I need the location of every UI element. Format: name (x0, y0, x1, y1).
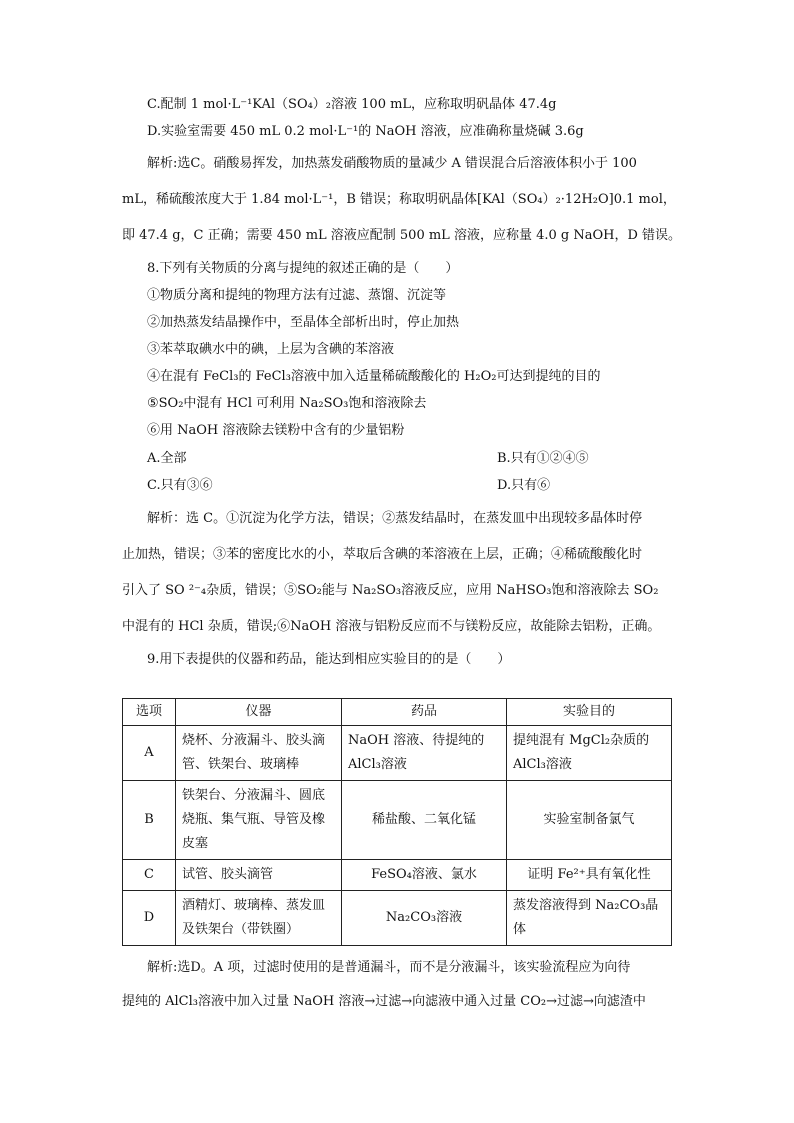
analysis-7-line-3: 即 47.4 g，C 正确；需要 450 mL 溶液应配制 500 mL 溶液，应称量 4.0 g NaOH，D 错误。 (122, 228, 682, 243)
row-instruments: 烧杯、分液漏斗、胶头滴管、铁架台、玻璃棒 (176, 726, 342, 781)
analysis-8-line-2: 止加热，错误；③苯的密度比水的小，萃取后含碘的苯溶液在上层，正确；④稀硫酸酸化时 (122, 547, 643, 562)
option-c-top: C.配制 1 mol·L⁻¹KAl（SO₄）₂溶液 100 mL，应称取明矾晶体 47.4g (147, 97, 557, 112)
analysis-8-line-1: 解析：选 C。①沉淀为化学方法，错误；②蒸发结晶时，在蒸发皿中出现较多晶体时停 (147, 511, 643, 526)
row-option: C (123, 860, 176, 891)
row-instruments: 铁架台、分液漏斗、圆底烧瓶、集气瓶、导管及橡皮塞 (176, 781, 342, 860)
row-option: D (123, 891, 176, 946)
question-8-option-d: D.只有⑥ (497, 478, 551, 493)
row-option: B (123, 781, 176, 860)
question-8-item-2: ②加热蒸发结晶操作中，至晶体全部析出时，停止加热 (147, 315, 460, 330)
question-8-item-3: ③苯萃取碘水中的碘，上层为含碘的苯溶液 (147, 342, 395, 357)
row-instruments: 酒精灯、玻璃棒、蒸发皿及铁架台（带铁圈） (176, 891, 342, 946)
table-row (123, 781, 672, 860)
row-chemicals: Na₂CO₃溶液 (342, 891, 507, 946)
header-chemicals: 药品 (342, 699, 507, 726)
question-8-option-a: A.全部 (147, 451, 187, 466)
header-goal: 实验目的 (507, 699, 672, 726)
row-goal: 实验室制备氯气 (507, 781, 672, 860)
question-8-option-c: C.只有③⑥ (147, 478, 213, 493)
table-row (123, 860, 672, 891)
analysis-8-line-4: 中混有的 HCl 杂质，错误;⑥NaOH 溶液与铝粉反应而不与镁粉反应，故能除去铝粉，正确。 (122, 619, 661, 634)
table-row (123, 891, 672, 946)
row-goal: 蒸发溶液得到 Na₂CO₃晶体 (507, 891, 672, 946)
row-chemicals: 稀盐酸、二氧化锰 (342, 781, 507, 860)
question-8-item-5: ⑤SO₂中混有 HCl 可利用 Na₂SO₃饱和溶液除去 (147, 396, 427, 411)
analysis-7-line-1: 解析:选C。硝酸易挥发，加热蒸发硝酸物质的量减少 A 错误混合后溶液体积小于 100 (147, 156, 637, 171)
question-8-item-1: ①物质分离和提纯的物理方法有过滤、蒸馏、沉淀等 (147, 288, 447, 303)
row-chemicals: FeSO₄溶液、氯水 (342, 860, 507, 891)
option-d-top: D.实验室需要 450 mL 0.2 mol·L⁻¹的 NaOH 溶液，应准确称量烧碱 3.6g (147, 124, 584, 139)
analysis-7-line-2: mL，稀硫酸浓度大于 1.84 mol·L⁻¹，B 错误；称取明矾晶体[KAl（SO₄）₂·12H₂O]0.1 mol， (122, 192, 676, 207)
row-chemicals: NaOH 溶液、待提纯的 AlCl₃溶液 (342, 726, 507, 781)
question-8-item-4: ④在混有 FeCl₃的 FeCl₃溶液中加入适量稀硫酸酸化的 H₂O₂可达到提纯的目的 (147, 369, 601, 384)
table-header-row (123, 699, 672, 726)
question-8-item-6: ⑥用 NaOH 溶液除去镁粉中含有的少量铝粉 (147, 423, 405, 438)
instrument-table (122, 698, 672, 946)
question-8-option-b: B.只有①②④⑤ (497, 451, 589, 466)
table-row (123, 726, 672, 781)
analysis-8-line-3: 引入了 SO ²⁻₄杂质，错误；⑤SO₂能与 Na₂SO₃溶液反应，应用 NaHSO₃饱和溶液除去 SO₂ (122, 583, 659, 598)
analysis-9-line-2: 提纯的 AlCl₃溶液中加入过量 NaOH 溶液→过滤→向滤液中通入过量 CO₂→过滤→向滤渣中 (122, 994, 646, 1009)
analysis-9-line-1: 解析:选D。A 项，过滤时使用的是普通漏斗，而不是分液漏斗，该实验流程应为向待 (147, 960, 631, 975)
row-option: A (123, 726, 176, 781)
header-option: 选项 (123, 699, 176, 726)
header-instruments: 仪器 (176, 699, 342, 726)
row-instruments: 试管、胶头滴管 (176, 860, 342, 891)
question-9-stem: 9.用下表提供的仪器和药品，能达到相应实验目的的是（ ） (147, 652, 511, 667)
question-8-stem: 8.下列有关物质的分离与提纯的叙述正确的是（ ） (147, 261, 459, 276)
row-goal: 证明 Fe²⁺具有氧化性 (507, 860, 672, 891)
row-goal: 提纯混有 MgCl₂杂质的 AlCl₃溶液 (507, 726, 672, 781)
